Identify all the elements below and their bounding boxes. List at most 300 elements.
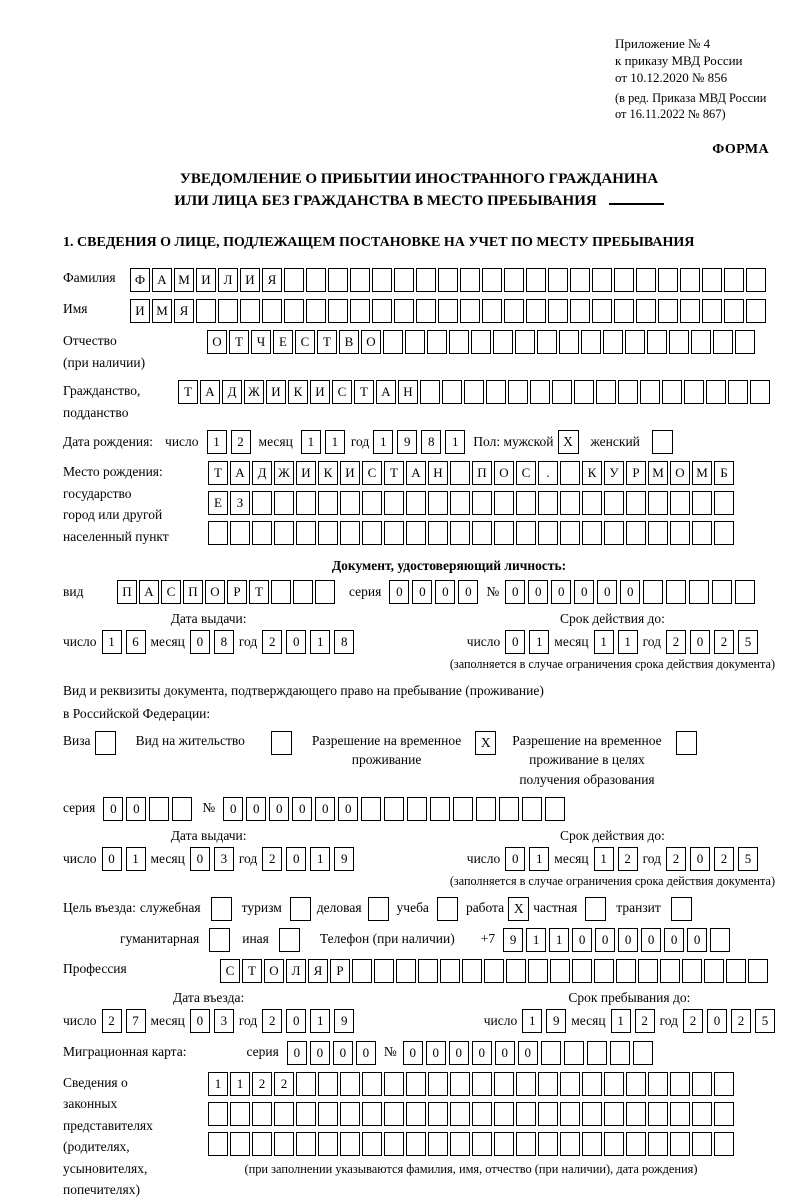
char-cell[interactable] [208,1132,228,1156]
char-cell[interactable]: Т [229,330,249,354]
char-cell[interactable]: 2 [731,1009,751,1033]
char-cell[interactable] [494,521,514,545]
char-cell[interactable] [666,580,686,604]
char-cell[interactable] [670,1102,690,1126]
rvp-edu-checkbox[interactable] [676,731,697,755]
char-cell[interactable]: Я [308,959,328,983]
char-cell[interactable] [662,380,682,404]
char-cell[interactable]: Т [384,461,404,485]
char-cell[interactable] [471,330,491,354]
char-cell[interactable] [560,491,580,515]
char-cell[interactable] [405,330,425,354]
char-cell[interactable] [582,491,602,515]
char-cell[interactable] [728,380,748,404]
char-cell[interactable] [460,268,480,292]
char-cell[interactable]: И [340,461,360,485]
char-cell[interactable] [449,330,469,354]
char-cell[interactable]: О [361,330,381,354]
char-cell[interactable] [450,1102,470,1126]
char-cell[interactable] [296,1102,316,1126]
char-cell[interactable]: 0 [426,1041,446,1065]
char-cell[interactable] [372,268,392,292]
char-cell[interactable] [240,299,260,323]
char-cell[interactable] [626,1072,646,1096]
char-cell[interactable]: 9 [397,430,417,454]
char-cell[interactable] [647,330,667,354]
char-cell[interactable] [472,521,492,545]
char-cell[interactable] [318,491,338,515]
char-cell[interactable]: 1 [529,847,549,871]
char-cell[interactable] [494,1102,514,1126]
char-cell[interactable] [450,461,470,485]
char-cell[interactable]: 2 [231,430,251,454]
char-cell[interactable] [499,797,519,821]
char-cell[interactable] [746,268,766,292]
char-cell[interactable]: 2 [262,1009,282,1033]
char-cell[interactable]: Л [286,959,306,983]
char-cell[interactable] [724,268,744,292]
char-cell[interactable] [626,1132,646,1156]
char-cell[interactable] [196,299,216,323]
char-cell[interactable]: 0 [190,1009,210,1033]
rvp-checkbox[interactable]: X [475,731,496,755]
char-cell[interactable] [296,1132,316,1156]
char-cell[interactable]: 0 [551,580,571,604]
char-cell[interactable] [328,299,348,323]
char-cell[interactable]: 0 [223,797,243,821]
char-cell[interactable]: М [152,299,172,323]
char-cell[interactable]: 0 [572,928,592,952]
char-cell[interactable]: 0 [412,580,432,604]
char-cell[interactable] [735,330,755,354]
char-cell[interactable] [670,1072,690,1096]
char-cell[interactable] [614,268,634,292]
char-cell[interactable]: Р [227,580,247,604]
char-cell[interactable] [472,491,492,515]
char-cell[interactable] [406,1132,426,1156]
char-cell[interactable]: 2 [252,1072,272,1096]
char-cell[interactable] [604,521,624,545]
char-cell[interactable]: 1 [207,430,227,454]
char-cell[interactable]: 1 [594,847,614,871]
char-cell[interactable]: П [117,580,137,604]
char-cell[interactable] [384,1102,404,1126]
char-cell[interactable]: 0 [449,1041,469,1065]
char-cell[interactable]: 0 [286,847,306,871]
char-cell[interactable]: У [604,461,624,485]
char-cell[interactable]: Т [178,380,198,404]
char-cell[interactable] [430,797,450,821]
char-cell[interactable] [230,521,250,545]
char-cell[interactable] [530,380,550,404]
char-cell[interactable] [538,521,558,545]
char-cell[interactable] [493,330,513,354]
char-cell[interactable]: 1 [549,928,569,952]
char-cell[interactable] [702,268,722,292]
char-cell[interactable] [714,491,734,515]
char-cell[interactable] [516,491,536,515]
char-cell[interactable] [516,1102,536,1126]
char-cell[interactable]: . [538,461,558,485]
char-cell[interactable] [420,380,440,404]
char-cell[interactable]: С [362,461,382,485]
char-cell[interactable]: 0 [505,630,525,654]
char-cell[interactable] [438,299,458,323]
char-cell[interactable] [640,380,660,404]
char-cell[interactable]: 3 [214,1009,234,1033]
char-cell[interactable]: 0 [338,797,358,821]
purpose-other-checkbox[interactable] [279,928,300,952]
char-cell[interactable]: 1 [310,630,330,654]
char-cell[interactable] [296,521,316,545]
char-cell[interactable]: И [296,461,316,485]
char-cell[interactable] [306,268,326,292]
char-cell[interactable]: Е [273,330,293,354]
char-cell[interactable]: 5 [738,847,758,871]
char-cell[interactable]: 0 [287,1041,307,1065]
char-cell[interactable] [706,380,726,404]
char-cell[interactable] [318,1072,338,1096]
char-cell[interactable] [560,1072,580,1096]
char-cell[interactable] [572,959,592,983]
char-cell[interactable]: 0 [190,847,210,871]
char-cell[interactable] [570,268,590,292]
char-cell[interactable] [560,1102,580,1126]
purpose-transit-checkbox[interactable] [671,897,692,921]
char-cell[interactable] [362,521,382,545]
char-cell[interactable]: З [230,491,250,515]
char-cell[interactable] [560,521,580,545]
char-cell[interactable]: Е [208,491,228,515]
char-cell[interactable]: 0 [403,1041,423,1065]
char-cell[interactable]: 0 [333,1041,353,1065]
char-cell[interactable] [271,580,291,604]
char-cell[interactable] [486,380,506,404]
char-cell[interactable]: 0 [103,797,123,821]
char-cell[interactable] [208,521,228,545]
char-cell[interactable] [625,330,645,354]
char-cell[interactable] [560,1132,580,1156]
char-cell[interactable] [604,1072,624,1096]
char-cell[interactable]: 1 [301,430,321,454]
char-cell[interactable] [428,1102,448,1126]
char-cell[interactable] [506,959,526,983]
char-cell[interactable]: 5 [738,630,758,654]
char-cell[interactable] [428,521,448,545]
char-cell[interactable] [516,1072,536,1096]
char-cell[interactable]: 8 [334,630,354,654]
char-cell[interactable] [638,959,658,983]
char-cell[interactable] [472,1072,492,1096]
char-cell[interactable]: 2 [666,847,686,871]
char-cell[interactable] [476,797,496,821]
char-cell[interactable] [603,330,623,354]
char-cell[interactable] [340,521,360,545]
char-cell[interactable] [564,1041,584,1065]
char-cell[interactable]: 0 [310,1041,330,1065]
char-cell[interactable] [560,461,580,485]
char-cell[interactable]: 0 [356,1041,376,1065]
char-cell[interactable] [592,299,612,323]
char-cell[interactable] [504,299,524,323]
visa-checkbox[interactable] [95,731,116,755]
char-cell[interactable]: 0 [518,1041,538,1065]
char-cell[interactable] [713,330,733,354]
char-cell[interactable] [596,380,616,404]
char-cell[interactable]: Т [242,959,262,983]
char-cell[interactable] [406,1102,426,1126]
char-cell[interactable] [545,797,565,821]
char-cell[interactable] [508,380,528,404]
purpose-business-checkbox[interactable] [368,897,389,921]
char-cell[interactable]: 0 [246,797,266,821]
char-cell[interactable]: 1 [611,1009,631,1033]
char-cell[interactable] [284,299,304,323]
char-cell[interactable] [383,330,403,354]
char-cell[interactable] [172,797,192,821]
char-cell[interactable] [450,1072,470,1096]
char-cell[interactable] [516,1132,536,1156]
char-cell[interactable] [689,580,709,604]
char-cell[interactable]: 1 [325,430,345,454]
char-cell[interactable]: 2 [666,630,686,654]
char-cell[interactable] [149,797,169,821]
char-cell[interactable] [482,299,502,323]
char-cell[interactable] [712,580,732,604]
char-cell[interactable] [559,330,579,354]
char-cell[interactable]: 0 [389,580,409,604]
char-cell[interactable] [362,491,382,515]
char-cell[interactable]: 0 [690,847,710,871]
char-cell[interactable] [362,1072,382,1096]
char-cell[interactable] [372,299,392,323]
char-cell[interactable] [464,380,484,404]
char-cell[interactable]: 2 [262,630,282,654]
char-cell[interactable] [550,959,570,983]
char-cell[interactable]: А [406,461,426,485]
char-cell[interactable] [482,268,502,292]
char-cell[interactable]: Н [428,461,448,485]
char-cell[interactable] [746,299,766,323]
char-cell[interactable] [340,1132,360,1156]
char-cell[interactable] [394,299,414,323]
char-cell[interactable] [416,268,436,292]
char-cell[interactable] [208,1102,228,1126]
char-cell[interactable] [384,1072,404,1096]
char-cell[interactable]: Р [626,461,646,485]
char-cell[interactable] [526,268,546,292]
char-cell[interactable] [680,299,700,323]
char-cell[interactable] [660,959,680,983]
char-cell[interactable] [574,380,594,404]
char-cell[interactable]: 1 [126,847,146,871]
char-cell[interactable] [614,299,634,323]
char-cell[interactable]: Д [222,380,242,404]
char-cell[interactable]: Н [398,380,418,404]
char-cell[interactable]: О [205,580,225,604]
char-cell[interactable] [427,330,447,354]
char-cell[interactable]: М [174,268,194,292]
char-cell[interactable] [538,1072,558,1096]
char-cell[interactable] [230,1102,250,1126]
char-cell[interactable] [362,1102,382,1126]
char-cell[interactable] [648,1132,668,1156]
char-cell[interactable] [516,521,536,545]
char-cell[interactable]: Т [208,461,228,485]
char-cell[interactable]: 9 [503,928,523,952]
char-cell[interactable]: В [339,330,359,354]
char-cell[interactable] [610,1041,630,1065]
char-cell[interactable] [494,491,514,515]
char-cell[interactable]: И [196,268,216,292]
char-cell[interactable] [406,1072,426,1096]
char-cell[interactable]: 1 [594,630,614,654]
char-cell[interactable] [680,268,700,292]
char-cell[interactable]: Ч [251,330,271,354]
char-cell[interactable] [522,797,542,821]
char-cell[interactable]: 0 [595,928,615,952]
char-cell[interactable]: 0 [707,1009,727,1033]
char-cell[interactable] [384,491,404,515]
char-cell[interactable] [442,380,462,404]
char-cell[interactable]: 0 [690,630,710,654]
char-cell[interactable]: Т [354,380,374,404]
char-cell[interactable] [538,1132,558,1156]
char-cell[interactable] [704,959,724,983]
char-cell[interactable]: И [240,268,260,292]
char-cell[interactable] [274,1102,294,1126]
char-cell[interactable] [604,1102,624,1126]
char-cell[interactable] [714,1132,734,1156]
char-cell[interactable]: 2 [635,1009,655,1033]
char-cell[interactable]: 0 [528,580,548,604]
char-cell[interactable] [252,1132,272,1156]
char-cell[interactable]: 0 [597,580,617,604]
purpose-humanitarian-checkbox[interactable] [209,928,230,952]
char-cell[interactable] [548,268,568,292]
char-cell[interactable]: 1 [230,1072,250,1096]
char-cell[interactable]: 0 [505,580,525,604]
char-cell[interactable] [274,1132,294,1156]
char-cell[interactable]: Я [262,268,282,292]
char-cell[interactable]: 1 [310,1009,330,1033]
char-cell[interactable]: 2 [714,630,734,654]
char-cell[interactable] [702,299,722,323]
char-cell[interactable]: С [332,380,352,404]
char-cell[interactable] [340,1072,360,1096]
char-cell[interactable] [587,1041,607,1065]
char-cell[interactable] [318,1102,338,1126]
char-cell[interactable] [293,580,313,604]
sex-female-checkbox[interactable] [652,430,673,454]
char-cell[interactable] [396,959,416,983]
char-cell[interactable]: И [266,380,286,404]
char-cell[interactable] [284,268,304,292]
char-cell[interactable]: Р [330,959,350,983]
char-cell[interactable] [350,299,370,323]
char-cell[interactable]: 8 [214,630,234,654]
char-cell[interactable] [484,959,504,983]
char-cell[interactable]: 9 [334,1009,354,1033]
char-cell[interactable]: 0 [286,630,306,654]
char-cell[interactable] [684,380,704,404]
char-cell[interactable] [692,1072,712,1096]
char-cell[interactable]: С [220,959,240,983]
sex-male-checkbox[interactable]: X [558,430,579,454]
char-cell[interactable] [218,299,238,323]
char-cell[interactable] [735,580,755,604]
residence-permit-checkbox[interactable] [271,731,292,755]
char-cell[interactable] [450,491,470,515]
char-cell[interactable] [361,797,381,821]
char-cell[interactable]: 6 [126,630,146,654]
char-cell[interactable] [658,268,678,292]
char-cell[interactable]: 0 [687,928,707,952]
char-cell[interactable] [318,1132,338,1156]
char-cell[interactable]: 0 [190,630,210,654]
char-cell[interactable] [692,521,712,545]
char-cell[interactable] [460,299,480,323]
char-cell[interactable]: 9 [546,1009,566,1033]
char-cell[interactable] [750,380,770,404]
char-cell[interactable] [450,521,470,545]
char-cell[interactable] [581,330,601,354]
char-cell[interactable]: 0 [618,928,638,952]
char-cell[interactable] [714,1072,734,1096]
char-cell[interactable]: С [516,461,536,485]
char-cell[interactable] [670,491,690,515]
char-cell[interactable] [394,268,414,292]
purpose-work-checkbox[interactable]: X [508,897,529,921]
char-cell[interactable]: А [230,461,250,485]
char-cell[interactable]: 1 [102,630,122,654]
char-cell[interactable]: 1 [208,1072,228,1096]
char-cell[interactable]: И [310,380,330,404]
char-cell[interactable]: К [318,461,338,485]
char-cell[interactable] [252,491,272,515]
char-cell[interactable] [541,1041,561,1065]
char-cell[interactable] [633,1041,653,1065]
char-cell[interactable]: 2 [102,1009,122,1033]
char-cell[interactable]: 1 [618,630,638,654]
char-cell[interactable] [406,521,426,545]
char-cell[interactable] [636,299,656,323]
char-cell[interactable] [537,330,557,354]
char-cell[interactable] [406,491,426,515]
char-cell[interactable]: Ф [130,268,150,292]
char-cell[interactable]: 9 [334,847,354,871]
char-cell[interactable] [528,959,548,983]
char-cell[interactable] [692,1102,712,1126]
char-cell[interactable] [362,1132,382,1156]
char-cell[interactable]: М [692,461,712,485]
char-cell[interactable]: О [494,461,514,485]
char-cell[interactable]: 8 [421,430,441,454]
char-cell[interactable] [296,1072,316,1096]
char-cell[interactable] [494,1132,514,1156]
char-cell[interactable] [472,1132,492,1156]
char-cell[interactable] [384,1132,404,1156]
char-cell[interactable] [440,959,460,983]
char-cell[interactable] [384,797,404,821]
char-cell[interactable] [384,521,404,545]
char-cell[interactable]: Л [218,268,238,292]
char-cell[interactable]: 0 [458,580,478,604]
char-cell[interactable] [604,491,624,515]
char-cell[interactable]: О [264,959,284,983]
char-cell[interactable] [472,1102,492,1126]
char-cell[interactable] [328,268,348,292]
